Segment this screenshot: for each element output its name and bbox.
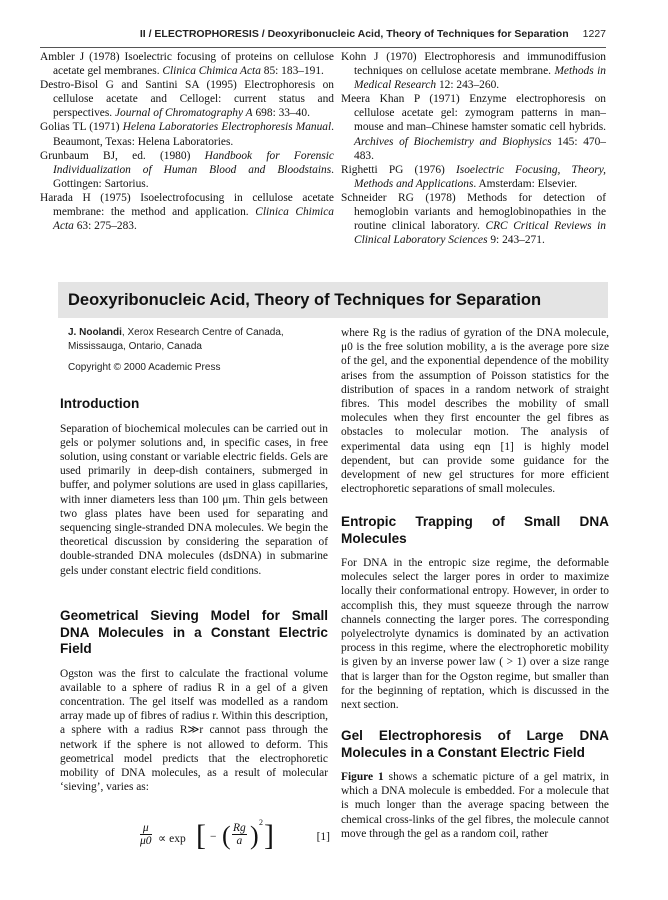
page-number: 1227 [582, 28, 606, 40]
reference-item: Meera Khan P (1971) Enzyme electrophoresis on cellulose acetate gel: zymogram patterns in man–mouse and man–Chinese hamster somatic cell hybrids. Archives of Biochemistry and Biophysics 145: 470–483. [341, 93, 607, 162]
reference-item: Golias TL (1971) Helena Laboratories Electrophoresis Manual. Beaumont, Texas: Helena Laboratories. [40, 121, 335, 148]
equation-left-bracket: [ [196, 819, 206, 852]
reference-item: Grunbaum BJ, ed. (1980) Handbook for Forensic Individualization of Human Blood and Bloodstains. Gottingen: Sartorius. [40, 149, 334, 190]
figure-1-reference[interactable]: Figure 1 [341, 771, 384, 783]
equation-exponent: 2 [259, 818, 263, 827]
reference-item: Harada H (1975) Isoelectrofocusing in cellulose acetate membrane: the method and application. Clinica Chimica Acta 63: 275–283. [40, 191, 334, 233]
references-left-column [40, 50, 334, 233]
equation-inner-fraction: $\frac{Rg}{a}$ [233, 822, 246, 847]
article-title-bar [58, 282, 608, 318]
running-head [40, 28, 606, 48]
large-dna-paragraph: Figure 1 shows a schematic picture of a gel matrix, in which a DNA molecule is embedded. For a molecule that is much longer than the average spacing between the chemical cross-links of the gel fibres, the molecule cannot move through the gel as a random coil, rather [341, 771, 609, 840]
section-heading-entropic-trapping: Entropic Trapping of Small DNA Molecules [341, 514, 609, 546]
equation-explanation-paragraph: where Rg is the radius of gyration of the DNA molecule, μ0 is the free solution mobility, a is the average pore size of the gel, and the exponential dependence of the mobility arises from the assumption of Poisson statistics for the distribution of spaces in a random network of straight fibres. This model describes the mobility of small molecules when they first encounter the gel fibres as obstacles to molecular motion. The analysis of experimental data using eqn [1] is highly model dependent, but can provide some guidance for the development of new gel structures for more efficient electrophoretic separations of small molecules. [341, 327, 609, 496]
author-name: J. Noolandi [68, 327, 122, 338]
equation-left-paren: ( [222, 821, 231, 850]
section-heading-introduction: Introduction [60, 396, 140, 411]
author-block [68, 326, 338, 353]
equation-minus: − [210, 831, 217, 843]
reference-item: Righetti PG (1976) Isoelectric Focusing, Theory, Methods and Applications. Amsterdam: Elsevier. [341, 163, 606, 190]
copyright-line: Copyright © 2000 Academic Press [68, 362, 221, 373]
section-heading-geometrical-sieving: Geometrical Sieving Model for Small DNA Molecules in a Constant Electric Field [60, 608, 328, 656]
equation-1 [140, 818, 330, 862]
equation-number: [1] [316, 831, 330, 843]
geometrical-sieving-paragraph: Ogston was the first to calculate the fractional volume available to a sphere of radius R in a gel of a given concentration. The gel itself was modelled as a random array made up of fibres of radius r. Within this description, a sphere with a radius R≫r cannot pass through the network if the sphere is not allowed to deform. This geometrical model predicts that the electrophoretic mobility of DNA molecules, as a result of molecular ‘sieving’, varies as: [60, 667, 328, 794]
references-right-column [341, 50, 606, 247]
reference-item: Destro-Bisol G and Santini SA (1995) Electrophoresis on cellulose acetate and Cellogel: current status and perspectives. Journal of Chromatography A 698: 33–40. [40, 79, 334, 120]
equation-lhs-fraction: $\frac{\mu}{\mu 0}$ [140, 822, 152, 847]
reference-item: Kohn J (1970) Electrophoresis and immunodiffusion techniques on cellulose acetate membrane. Methods in Medical Research 12: 243–260. [341, 51, 606, 92]
reference-item: Ambler J (1978) Isoelectric focusing of proteins on cellulose acetate gel membranes. Clinica Chimica Acta 85: 183–191. [40, 51, 334, 78]
article-title: Deoxyribonucleic Acid, Theory of Techniques for Separation [68, 291, 542, 309]
introduction-section [60, 396, 328, 578]
equation-relation: ∝ exp [158, 833, 186, 845]
equation-right-bracket: ] [264, 819, 274, 852]
equation-right-paren: ) [250, 821, 259, 850]
reference-item: Schneider RG (1978) Methods for detection of hemoglobin variants and hemoglobinopathies in the routine clinical laboratory. CRC Critical Reviews in Clinical Laboratory Sciences 9: 243–271. [341, 191, 606, 247]
equation-explanation [341, 326, 609, 496]
entropic-trapping-paragraph: For DNA in the entropic size regime, the deformable molecules select the larger pores in order to maximize locally their conformational entropy. However, in order to accomplish this, they must squeeze through the narrow channels connecting the larger pores. The corresponding polyelectrolyte dynamics is dominated by an activation process in this regime, where the electrophoretic mobility is given by an inverse power law ( > 1) over a size range that is larger than for the Ogston regime, but smaller than for the beginning of reptation, which is discussed in the next section. [341, 557, 609, 712]
entropic-trapping-section [341, 514, 609, 712]
geometrical-sieving-section [60, 608, 328, 794]
introduction-paragraph: Separation of biochemical molecules can be carried out in gels or polymer solutions and, in specific cases, in free solution, using constant or variable electric fields. Gels are used primarily in deep-dish containers, submerged in buffer, and polymer solutions are used in glass capillaries, with inner diameters less than 100 μm. Thin gels between two glass plates have been used for separating and sequencing single-stranded DNA molecules. We begin the theoretical discussion by considering the separation of double-stranded DNA molecules (dsDNA) in submarine gels under constant electric field conditions. [60, 422, 328, 577]
section-heading-large-dna: Gel Electrophoresis of Large DNA Molecules in a Constant Electric Field [341, 728, 609, 760]
running-head-title: II / ELECTROPHORESIS / Deoxyribonucleic Acid, Theory of Techniques for Separation [139, 28, 569, 40]
author-affiliation: , Xerox Research Centre of Canada, Mississauga, Ontario, Canada [68, 327, 284, 352]
large-dna-section [341, 728, 609, 841]
